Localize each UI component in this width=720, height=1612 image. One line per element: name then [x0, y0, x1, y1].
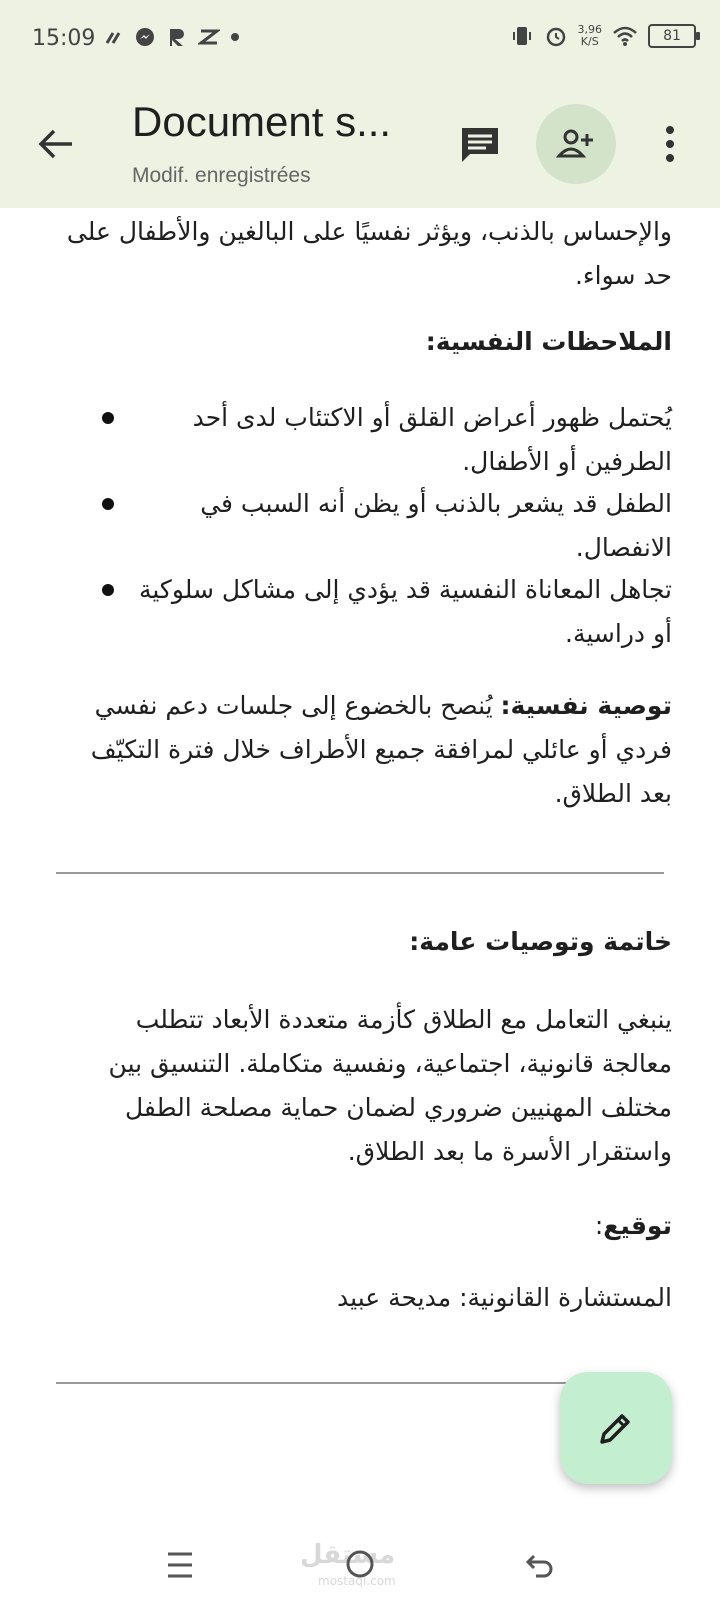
conclusion-heading: خاتمة وتوصيات عامة: — [409, 927, 672, 956]
alarm-icon — [544, 24, 568, 48]
document-body[interactable] — [0, 208, 720, 1520]
undo-back-icon[interactable] — [524, 1548, 556, 1580]
status-bar — [0, 0, 720, 80]
bullet-dot — [102, 584, 114, 596]
arrow-back-icon — [32, 120, 80, 168]
bullet-item: يُحتمل ظهور أعراض القلق أو الاكتئاب لدى أحد الطرفين أو الأطفال. — [192, 403, 672, 476]
save-status: Modif. enregistrées — [132, 164, 311, 187]
conclusion-paragraph: ينبغي التعامل مع الطلاق كأزمة متعددة الأبعاد تتطلب معالجة قانونية، اجتماعية، ونفسية متكاملة. التنسيق بين مختلف المهنيين ضروري لضمان حماية مصلحة الطفل واستقرار الأسرة ما بعد الطلاق. — [108, 1005, 672, 1166]
add-person-icon — [556, 124, 596, 164]
dot-icon — [230, 32, 240, 42]
bullet-dot — [102, 498, 114, 510]
edit-fab[interactable] — [560, 1372, 672, 1484]
document-title[interactable]: Document s... — [132, 98, 392, 145]
more-vert-icon — [654, 120, 686, 168]
recommendation-label: توصية نفسية: — [500, 691, 672, 720]
navigation-bar — [0, 1520, 720, 1612]
system-icons — [510, 24, 697, 48]
bullet-item: الطفل قد يشعر بالذنب أو يظن أنه السبب في الانفصال. — [200, 489, 672, 562]
psych-heading: الملاحظات النفسية: — [425, 327, 672, 356]
watermark-url: mostaql.com — [318, 1574, 396, 1588]
recommendation-paragraph: توصية نفسية: يُنصح بالخضوع إلى جلسات دعم نفسي فردي أو عائلي لمرافقة جميع الأطراف خلال فترة التكيّف بعد الطلاق. — [90, 691, 672, 808]
network-speed: 3,96 K/S — [577, 23, 602, 48]
share-button[interactable] — [536, 104, 616, 184]
back-button[interactable] — [32, 120, 80, 168]
comment-icon — [456, 120, 504, 168]
watermark-logo: مستقل — [300, 1540, 396, 1570]
status-time: 15:09 — [32, 26, 96, 51]
wifi-icon — [612, 25, 638, 47]
more-options-button[interactable] — [654, 120, 686, 168]
battery-icon: 81 — [648, 24, 696, 48]
pencil-icon — [596, 1408, 636, 1448]
vibrate-icon — [510, 24, 534, 48]
home-circle-icon[interactable] — [344, 1548, 376, 1580]
notification-icons — [104, 26, 240, 48]
signal-icon — [104, 27, 124, 47]
signer-line: المستشارة القانونية: مديحة عبيد — [337, 1283, 672, 1312]
messenger-icon — [134, 26, 156, 48]
r-app-icon — [166, 26, 188, 48]
intro-paragraph: والإحساس بالذنب، ويؤثر نفسيًا على البالغين والأطفال على حد سواء. — [66, 217, 672, 290]
horizontal-rule — [56, 872, 664, 874]
bullet-item: تجاهل المعاناة النفسية قد يؤدي إلى مشاكل سلوكية أو دراسية. — [138, 575, 672, 648]
recents-menu-icon[interactable] — [166, 1550, 194, 1580]
comments-button[interactable] — [456, 120, 504, 168]
mail-icon — [198, 26, 220, 48]
signature-heading: توقيع: — [594, 1211, 672, 1240]
bullet-dot — [102, 412, 114, 424]
docs-toolbar — [0, 80, 720, 208]
